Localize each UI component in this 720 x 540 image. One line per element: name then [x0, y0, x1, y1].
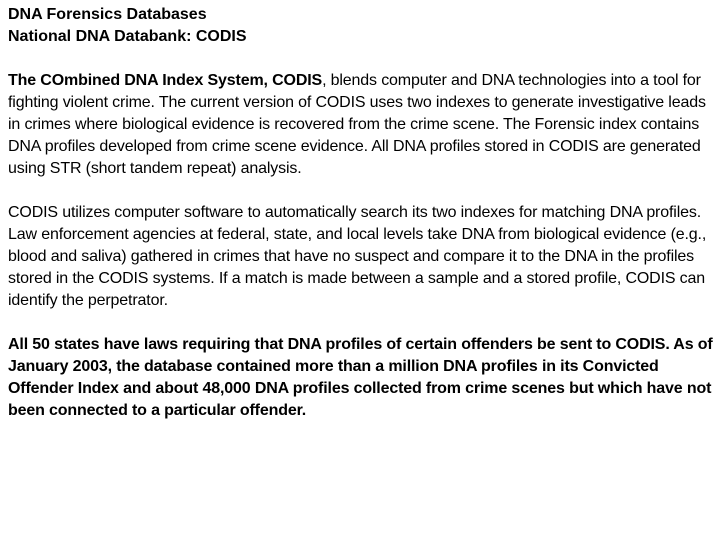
paragraph-codis-search: CODIS utilizes computer software to automatically search its two indexes for matching DNA profiles. Law enforcement agencies at federal, state, and local levels take DNA from biological evidence (e.g., blood and saliva) gathered in crimes that have no suspect and compare it to the DNA in the profiles stored in the CODIS systems. If a match is made between a sample and a stored profile, CODIS can identify the perpetrator. — [8, 204, 707, 309]
paragraph-body: , blends computer and DNA technologies into a tool for fighting violent crime. The current version of CODIS uses two indexes to generate investigative leads in crimes where biological evidence is recovered from the crime scene. The Forensic index contains DNA profiles developed from crime scene evidence. All DNA profiles stored in CODIS are generated using STR (short tandem repeat) analysis. — [8, 72, 706, 177]
paragraph-codis-overview — [8, 70, 714, 180]
page-subtitle: National DNA Databank: CODIS — [8, 28, 247, 45]
slide-content — [8, 4, 714, 422]
paragraph-state-laws: All 50 states have laws requiring that DNA profiles of certain offenders be sent to CODIS. As of January 2003, the database contained more than a million DNA profiles in its Convicted Offender Index and about 48,000 DNA profiles collected from crime scenes but which have not been connected to a particular offender. — [8, 336, 713, 419]
paragraph-lead-bold: The COmbined DNA Index System, CODIS — [8, 72, 323, 89]
page-title: DNA Forensics Databases — [8, 6, 207, 23]
